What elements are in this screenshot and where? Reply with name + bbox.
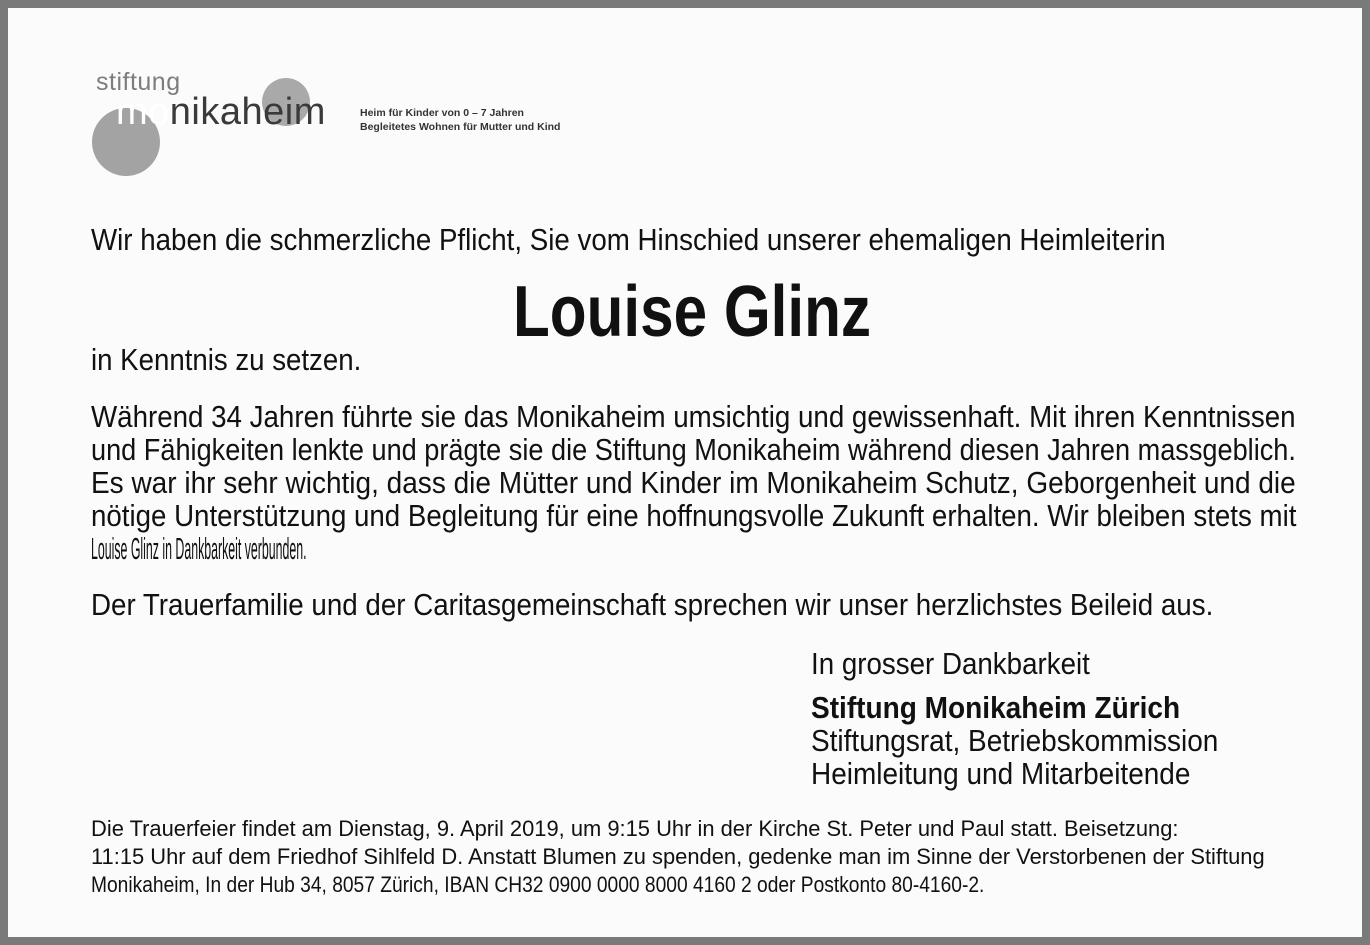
tribute-paragraph: Während 34 Jahren führte sie das Monikaheim umsichtig und gewissenhaft. Mit ihren Kenntnissen und Fähigkeiten lenkte und prägte sie die Stiftung Monikaheim während diesen Jahren massgeblich. Es war ihr sehr wichtig, dass die Mütter und Kinder im Monikaheim Schutz, Geborgenheit und die nötige Unterstützung und Begleitung für eine hoffnungsvolle Zukunft erhalten. Wir bleiben stets mit Louise Glinz in Dankbarkeit verbunden. (91, 399, 1297, 566)
intro-end-text: in Kenntnis zu setzen. (91, 342, 362, 377)
signature-line-staff: Heimleitung und Mitarbeitende (811, 756, 1191, 791)
condolence-text: Der Trauerfamilie und der Caritasgemeinschaft sprechen wir unser herzlichstes Beileid aus. (91, 587, 1214, 622)
signature-line-board: Stiftungsrat, Betriebskommission (811, 723, 1219, 758)
signature-closing: In grosser Dankbarkeit (811, 646, 1090, 681)
intro-text: Wir haben die schmerzliche Pflicht, Sie vom Hinschied unserer ehemaligen Heimleiterin (91, 222, 1166, 257)
logo-word-stiftung: stiftung (96, 68, 181, 96)
signature-organization: Stiftung Monikaheim Zürich (811, 690, 1181, 725)
funeral-details: Die Trauerfeier findet am Dienstag, 9. April 2019, um 9:15 Uhr in der Kirche St. Peter und Paul statt. Beisetzung: 11:15 Uhr auf dem Friedhof Sihlfeld D. Anstatt Blumen zu spenden, gedenke man im Sinne der Verstorbenen der Stiftung Monikaheim, In der Hub 34, 8057 Zürich, IBAN CH32 0900 0000 8000 4160 2 oder Postkonto 80-4160-2. (91, 816, 1265, 897)
monikaheim-logo (90, 70, 610, 170)
logo-tagline: Heim für Kinder von 0 – 7 Jahren Begleitetes Wohnen für Mutter und Kind (360, 107, 561, 133)
deceased-name: Louise Glinz (513, 272, 872, 352)
logo-word-monikaheim: monikaheim (116, 91, 326, 133)
